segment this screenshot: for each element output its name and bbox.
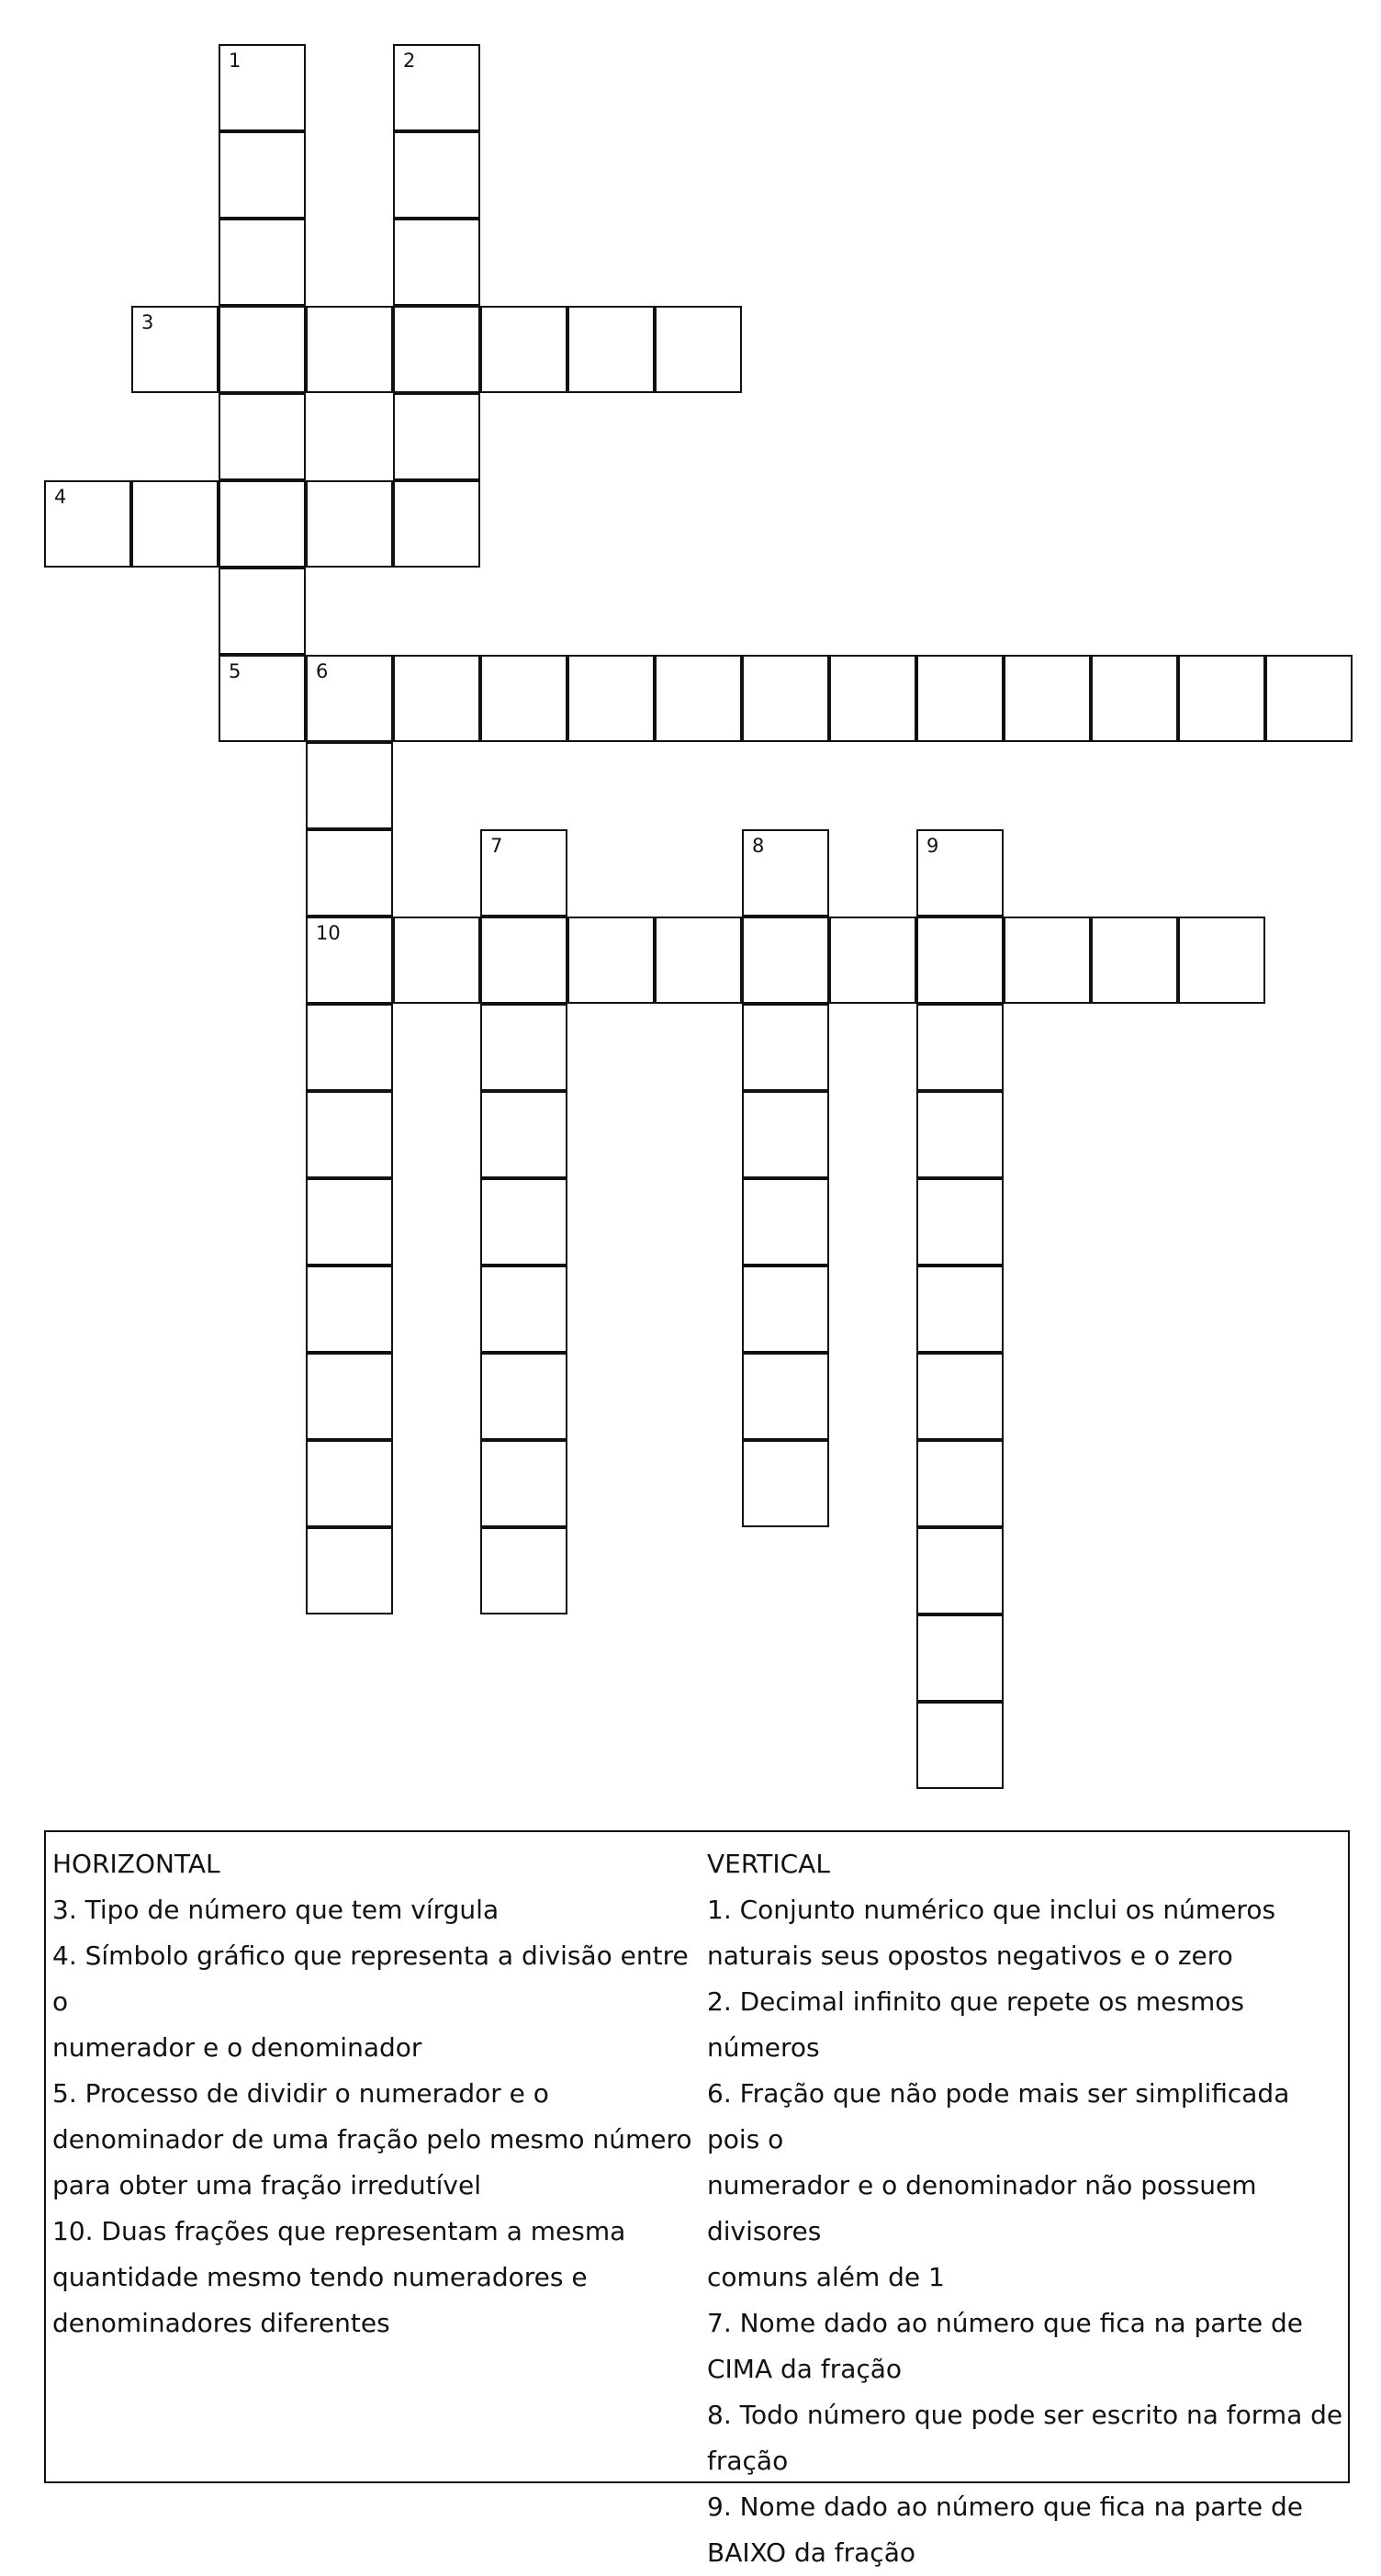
clue-number: 8 [752,835,765,857]
crossword-cell[interactable] [567,306,655,393]
crossword-cell[interactable] [1265,655,1353,742]
crossword-cell[interactable] [655,917,742,1004]
clue-line: comuns além de 1 [707,2262,945,2292]
crossword-cell[interactable] [219,655,306,742]
crossword-cell[interactable] [44,480,131,568]
clue-number: 5 [229,660,241,682]
crossword-cell[interactable] [916,1178,1004,1266]
crossword-cell[interactable] [131,480,219,568]
crossword-cell[interactable] [393,44,480,131]
crossword-cell[interactable] [916,1266,1004,1353]
crossword-cell[interactable] [219,131,306,219]
clue-line: 6. Fração que não pode mais ser simplificada pois o [707,2078,1290,2154]
crossword-cell[interactable] [480,1004,567,1091]
clue-line: numerador e o denominador [52,2032,422,2063]
crossword-cell[interactable] [916,1353,1004,1440]
crossword-cell[interactable] [393,480,480,568]
crossword-cell[interactable] [306,480,393,568]
crossword-cell[interactable] [480,1440,567,1527]
crossword-cell[interactable] [393,219,480,306]
crossword-cell[interactable] [742,1178,829,1266]
clue-line: BAIXO da fração [707,2537,915,2568]
crossword-cell[interactable] [393,131,480,219]
horizontal-heading: HORIZONTAL [52,1849,220,1879]
clue-line: CIMA da fração [707,2354,903,2384]
clue-line: fração [707,2446,789,2476]
horizontal-clues [52,1841,695,2346]
clue-line: 4. Símbolo gráfico que representa a divisão entre o [52,1940,689,2017]
vertical-heading: VERTICAL [707,1849,830,1879]
crossword-cell[interactable] [306,655,393,742]
clue-number: 1 [229,50,241,72]
crossword-cell[interactable] [916,1004,1004,1091]
crossword-cell[interactable] [480,306,567,393]
crossword-cell[interactable] [1091,655,1178,742]
crossword-cell[interactable] [1178,655,1265,742]
clue-line: denominadores diferentes [52,2308,390,2338]
crossword-cell[interactable] [480,1091,567,1178]
crossword-cell[interactable] [916,1440,1004,1527]
clue-line: 9. Nome dado ao número que fica na parte de [707,2492,1304,2522]
clue-number: 10 [316,922,341,944]
crossword-cell[interactable] [306,742,393,829]
crossword-cell[interactable] [480,1178,567,1266]
crossword-cell[interactable] [916,1614,1004,1702]
crossword-cell[interactable] [742,917,829,1004]
crossword-cell[interactable] [742,655,829,742]
clue-number: 4 [54,486,67,508]
crossword-cell[interactable] [742,1266,829,1353]
crossword-cell[interactable] [742,1353,829,1440]
crossword-cell[interactable] [480,917,567,1004]
clue-line: naturais seus opostos negativos e o zero [707,1940,1233,1971]
clue-number: 2 [403,50,416,72]
crossword-cell[interactable] [306,1440,393,1527]
crossword-cell[interactable] [655,655,742,742]
crossword-cell[interactable] [916,917,1004,1004]
clues-box [44,1830,1350,2568]
crossword-cell[interactable] [393,655,480,742]
crossword-cell[interactable] [306,917,393,1004]
crossword-cell[interactable] [306,1178,393,1266]
crossword-cell[interactable] [480,1353,567,1440]
crossword-cell[interactable] [480,655,567,742]
vertical-clues [707,1841,1350,2576]
crossword-cell[interactable] [655,306,742,393]
clue-line: 10. Duas frações que representam a mesma [52,2216,626,2246]
clue-number: 7 [490,835,503,857]
crossword-cell[interactable] [742,1004,829,1091]
crossword-cell[interactable] [306,1091,393,1178]
crossword-cell[interactable] [306,1004,393,1091]
crossword-cell[interactable] [306,1353,393,1440]
crossword-cell[interactable] [480,1266,567,1353]
crossword-cell[interactable] [219,568,306,655]
crossword-cell[interactable] [916,1091,1004,1178]
clue-line: 5. Processo de dividir o numerador e o [52,2078,549,2109]
crossword-cell[interactable] [480,1527,567,1614]
crossword-cell[interactable] [219,480,306,568]
crossword-cell[interactable] [219,44,306,131]
crossword-cell[interactable] [742,829,829,917]
crossword-cell[interactable] [393,306,480,393]
clue-line: para obter uma fração irredutível [52,2170,481,2200]
crossword-cell[interactable] [1004,917,1091,1004]
clue-number: 6 [316,660,329,682]
crossword-cell[interactable] [1091,917,1178,1004]
crossword-cell[interactable] [306,829,393,917]
crossword-cell[interactable] [742,1440,829,1527]
crossword-cell[interactable] [1004,655,1091,742]
crossword-cell[interactable] [916,1527,1004,1614]
crossword-cell[interactable] [567,655,655,742]
crossword-cell[interactable] [219,393,306,480]
clue-line: quantidade mesmo tendo numeradores e [52,2262,588,2292]
crossword-cell[interactable] [306,1266,393,1353]
clue-line: 1. Conjunto numérico que inclui os números [707,1895,1276,1925]
crossword-cell[interactable] [567,917,655,1004]
clue-number: 9 [926,835,939,857]
crossword-cell[interactable] [306,1527,393,1614]
crossword-cell[interactable] [306,306,393,393]
crossword-cell[interactable] [219,306,306,393]
crossword-cell[interactable] [829,655,916,742]
crossword-cell[interactable] [742,1091,829,1178]
crossword-cell[interactable] [480,829,567,917]
clue-number: 3 [141,311,154,333]
crossword-cell[interactable] [219,219,306,306]
crossword-cell[interactable] [916,655,1004,742]
clue-line: denominador de uma fração pelo mesmo número [52,2124,692,2154]
crossword-cell[interactable] [916,1702,1004,1789]
clue-line: 3. Tipo de número que tem vírgula [52,1895,500,1925]
crossword-cell[interactable] [393,393,480,480]
clue-line: numerador e o denominador não possuem divisores [707,2170,1257,2246]
crossword-cell[interactable] [1178,917,1265,1004]
clue-line: 2. Decimal infinito que repete os mesmos números [707,1986,1244,2063]
crossword-cell[interactable] [131,306,219,393]
clue-line: 7. Nome dado ao número que fica na parte de [707,2308,1304,2338]
crossword-cell[interactable] [829,917,916,1004]
clue-line: 8. Todo número que pode ser escrito na forma de [707,2400,1343,2430]
crossword-cell[interactable] [393,917,480,1004]
crossword-cell[interactable] [916,829,1004,917]
